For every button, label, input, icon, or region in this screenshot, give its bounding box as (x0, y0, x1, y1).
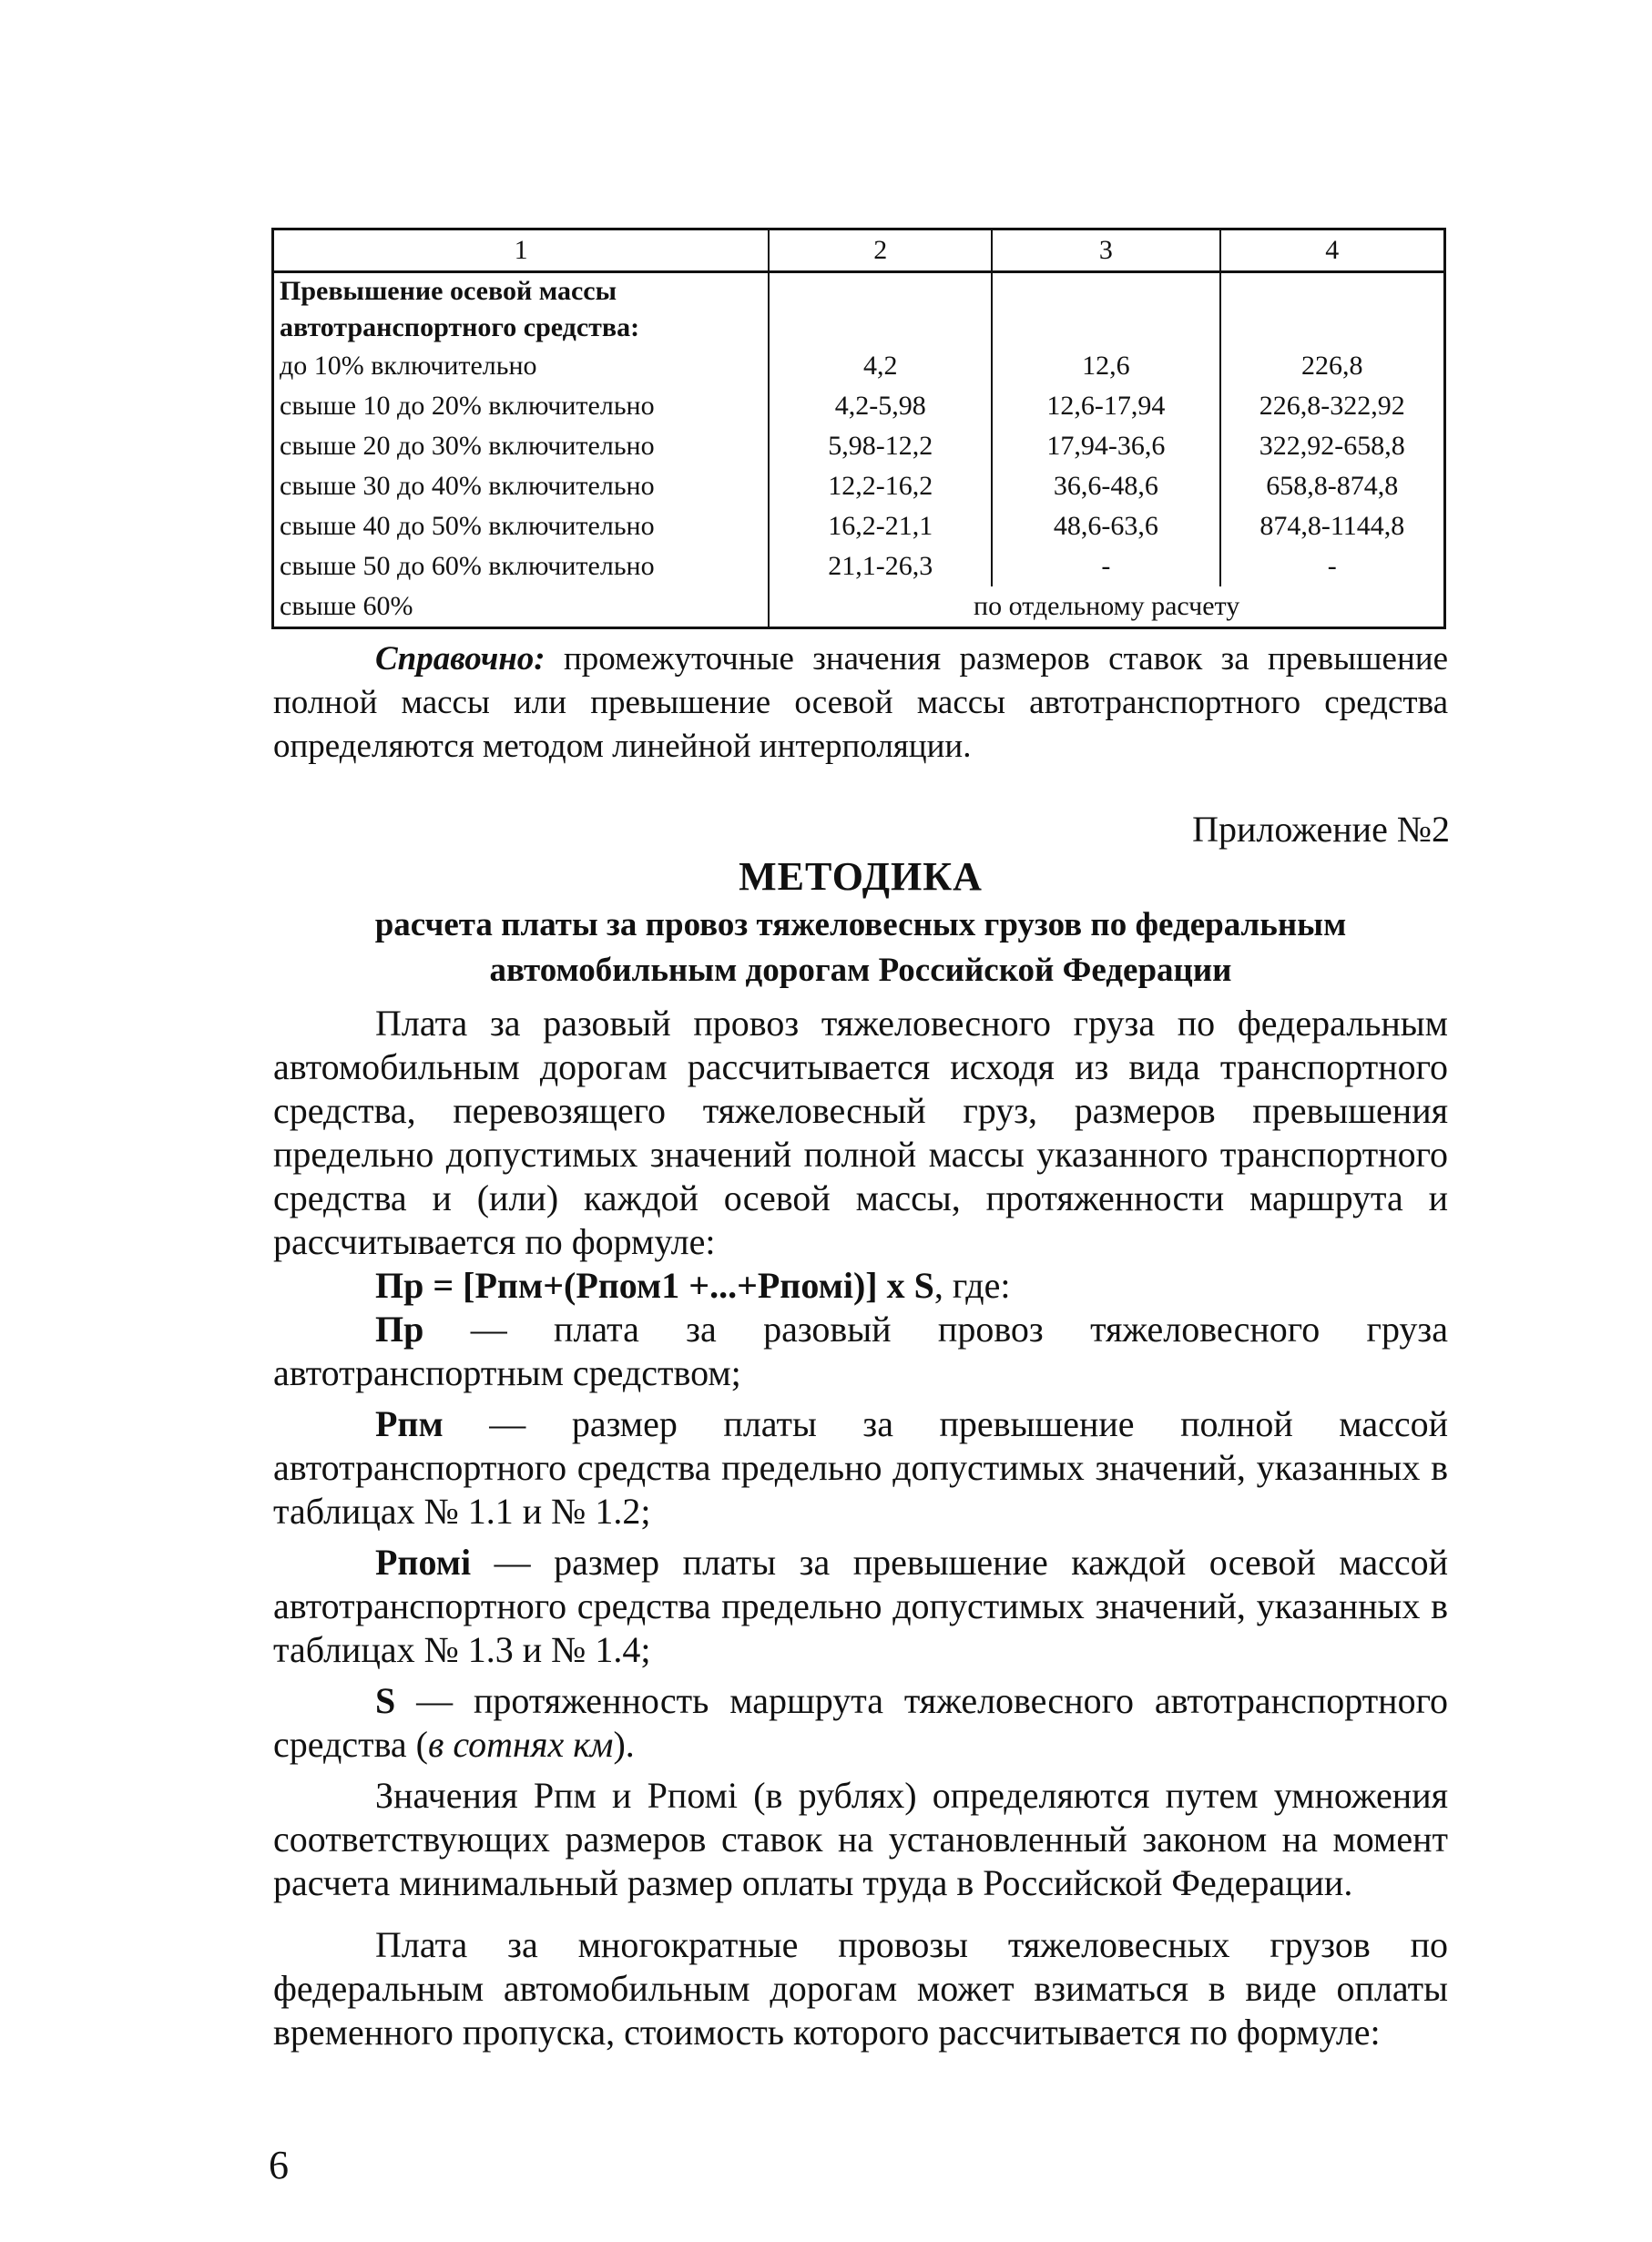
note-text: промежуточные значения размеров ставок за превышение полной массы или превышение осевой массы автотранспортного средства определяются методом линейной интерполяции. (273, 640, 1448, 765)
table-cell: свыше 60% (273, 586, 770, 628)
table-header-row (273, 229, 1445, 272)
definition-text: — размер платы за превышение каждой осевой массой автотранспортного средства предельно допустимых значений, указанных в таблицах № 1.3 и № 1.4; (273, 1542, 1448, 1670)
table-row (273, 386, 1445, 426)
table-cell: - (1220, 546, 1445, 586)
formula (273, 1264, 1448, 1308)
table-row (273, 426, 1445, 466)
table-cell: - (992, 546, 1219, 586)
table-cell: свыше 30 до 40% включительно (280, 471, 655, 501)
definition-term: S (375, 1680, 396, 1721)
table-group-title: Превышение осевой массы автотранспортного средства: (280, 276, 640, 342)
table-cell: 4,2-5,98 (769, 386, 992, 426)
formula-tail: , где: (933, 1265, 1011, 1306)
table-cell: свыше 20 до 30% включительно (280, 431, 655, 461)
table-cell: до 10% включительно (280, 351, 537, 381)
table-cell: 12,2-16,2 (769, 466, 992, 506)
table-cell: 226,8-322,92 (1220, 386, 1445, 426)
table-cell: 658,8-874,8 (1220, 466, 1445, 506)
table-cell: 874,8-1144,8 (1220, 506, 1445, 546)
table-header-cell: 2 (769, 229, 992, 272)
table-cell: 12,6 (992, 346, 1219, 386)
definition-text: — плата за разовый провоз тяжеловесного груза автотранспортным средством; (273, 1309, 1448, 1393)
table-row (273, 346, 1445, 386)
definition-term: Рпм (375, 1403, 444, 1444)
note-label: Справочно: (375, 640, 546, 678)
table-header-cell: 1 (273, 229, 770, 272)
table-cell: 226,8 (1220, 346, 1445, 386)
table-group-row (273, 272, 1445, 347)
reference-note (273, 637, 1448, 769)
title-line-2: расчета платы за провоз тяжеловесных грузов по федеральным (374, 906, 1347, 943)
table-header-cell: 4 (1220, 229, 1445, 272)
table-row (273, 546, 1445, 586)
definition-rpomi (273, 1541, 1448, 1672)
table-cell-span: по отдельному расчету (769, 586, 1444, 628)
title-line-3: автомобильным дорогам Российской Федерации (489, 952, 1232, 989)
table-cell: 322,92-658,8 (1220, 426, 1445, 466)
definition-term: Рпомі (375, 1542, 472, 1583)
title-line-1: МЕТОДИКА (739, 854, 983, 899)
definition-italic: в сотнях км (428, 1724, 614, 1765)
definition-text: — размер платы за превышение полной массой автотранспортного средства предельно допустимых значений, указанных в таблицах № 1.1 и № 1.2; (273, 1403, 1448, 1532)
paragraph: Плата за многократные провозы тяжеловесных грузов по федеральным автомобильным дорогам может взиматься в виде оплаты временного пропуска, стоимость которого рассчитывается по формуле: (273, 1924, 1448, 2053)
definition-s (273, 1679, 1448, 1767)
definition-term: Пр (375, 1309, 424, 1350)
definition-pr (273, 1308, 1448, 1395)
page-number: 6 (269, 2143, 289, 2187)
axle-mass-rate-table (271, 228, 1446, 629)
table-cell: 12,6-17,94 (992, 386, 1219, 426)
definition-text-end: ). (613, 1724, 635, 1765)
paragraph: Значения Рпм и Рпомі (в рублях) определяются путем умножения соответствующих размеров ставок на установленный законом на момент расчета минимальный размер оплаты труда в Российской Федерации. (273, 1775, 1448, 1903)
table-cell: 16,2-21,1 (769, 506, 992, 546)
body-text (273, 1002, 1448, 2054)
table-cell: 17,94-36,6 (992, 426, 1219, 466)
table-row (273, 586, 1445, 628)
table-cell: 5,98-12,2 (769, 426, 992, 466)
table-cell: свыше 40 до 50% включительно (280, 511, 655, 541)
table-cell: 36,6-48,6 (992, 466, 1219, 506)
table-row (273, 466, 1445, 506)
paragraph: Плата за разовый провоз тяжеловесного груза по федеральным автомобильным дорогам рассчитывается исходя из вида транспортного средства, перевозящего тяжеловесный груз, размеров превышения предельно допустимых значений полной массы указанного транспортного средства и (или) каждой осевой массы, протяженности маршрута и рассчитывается по формуле: (273, 1003, 1448, 1262)
table-cell: свыше 50 до 60% включительно (280, 551, 655, 581)
table-cell: свыше 10 до 20% включительно (280, 391, 655, 421)
formula-expression: Пр = [Рпм+(Рпом1 +...+Рпомі)] х S (375, 1265, 934, 1306)
definition-text: — протяженность маршрута тяжеловесного автотранспортного средства ( (273, 1680, 1448, 1765)
table-row (273, 506, 1445, 546)
table-cell: 4,2 (769, 346, 992, 386)
table-cell: 21,1-26,3 (769, 546, 992, 586)
table-cell: 48,6-63,6 (992, 506, 1219, 546)
table-header-cell: 3 (992, 229, 1219, 272)
definition-rpm (273, 1402, 1448, 1534)
appendix-label: Приложение №2 (1192, 809, 1450, 850)
document-title (273, 851, 1448, 994)
